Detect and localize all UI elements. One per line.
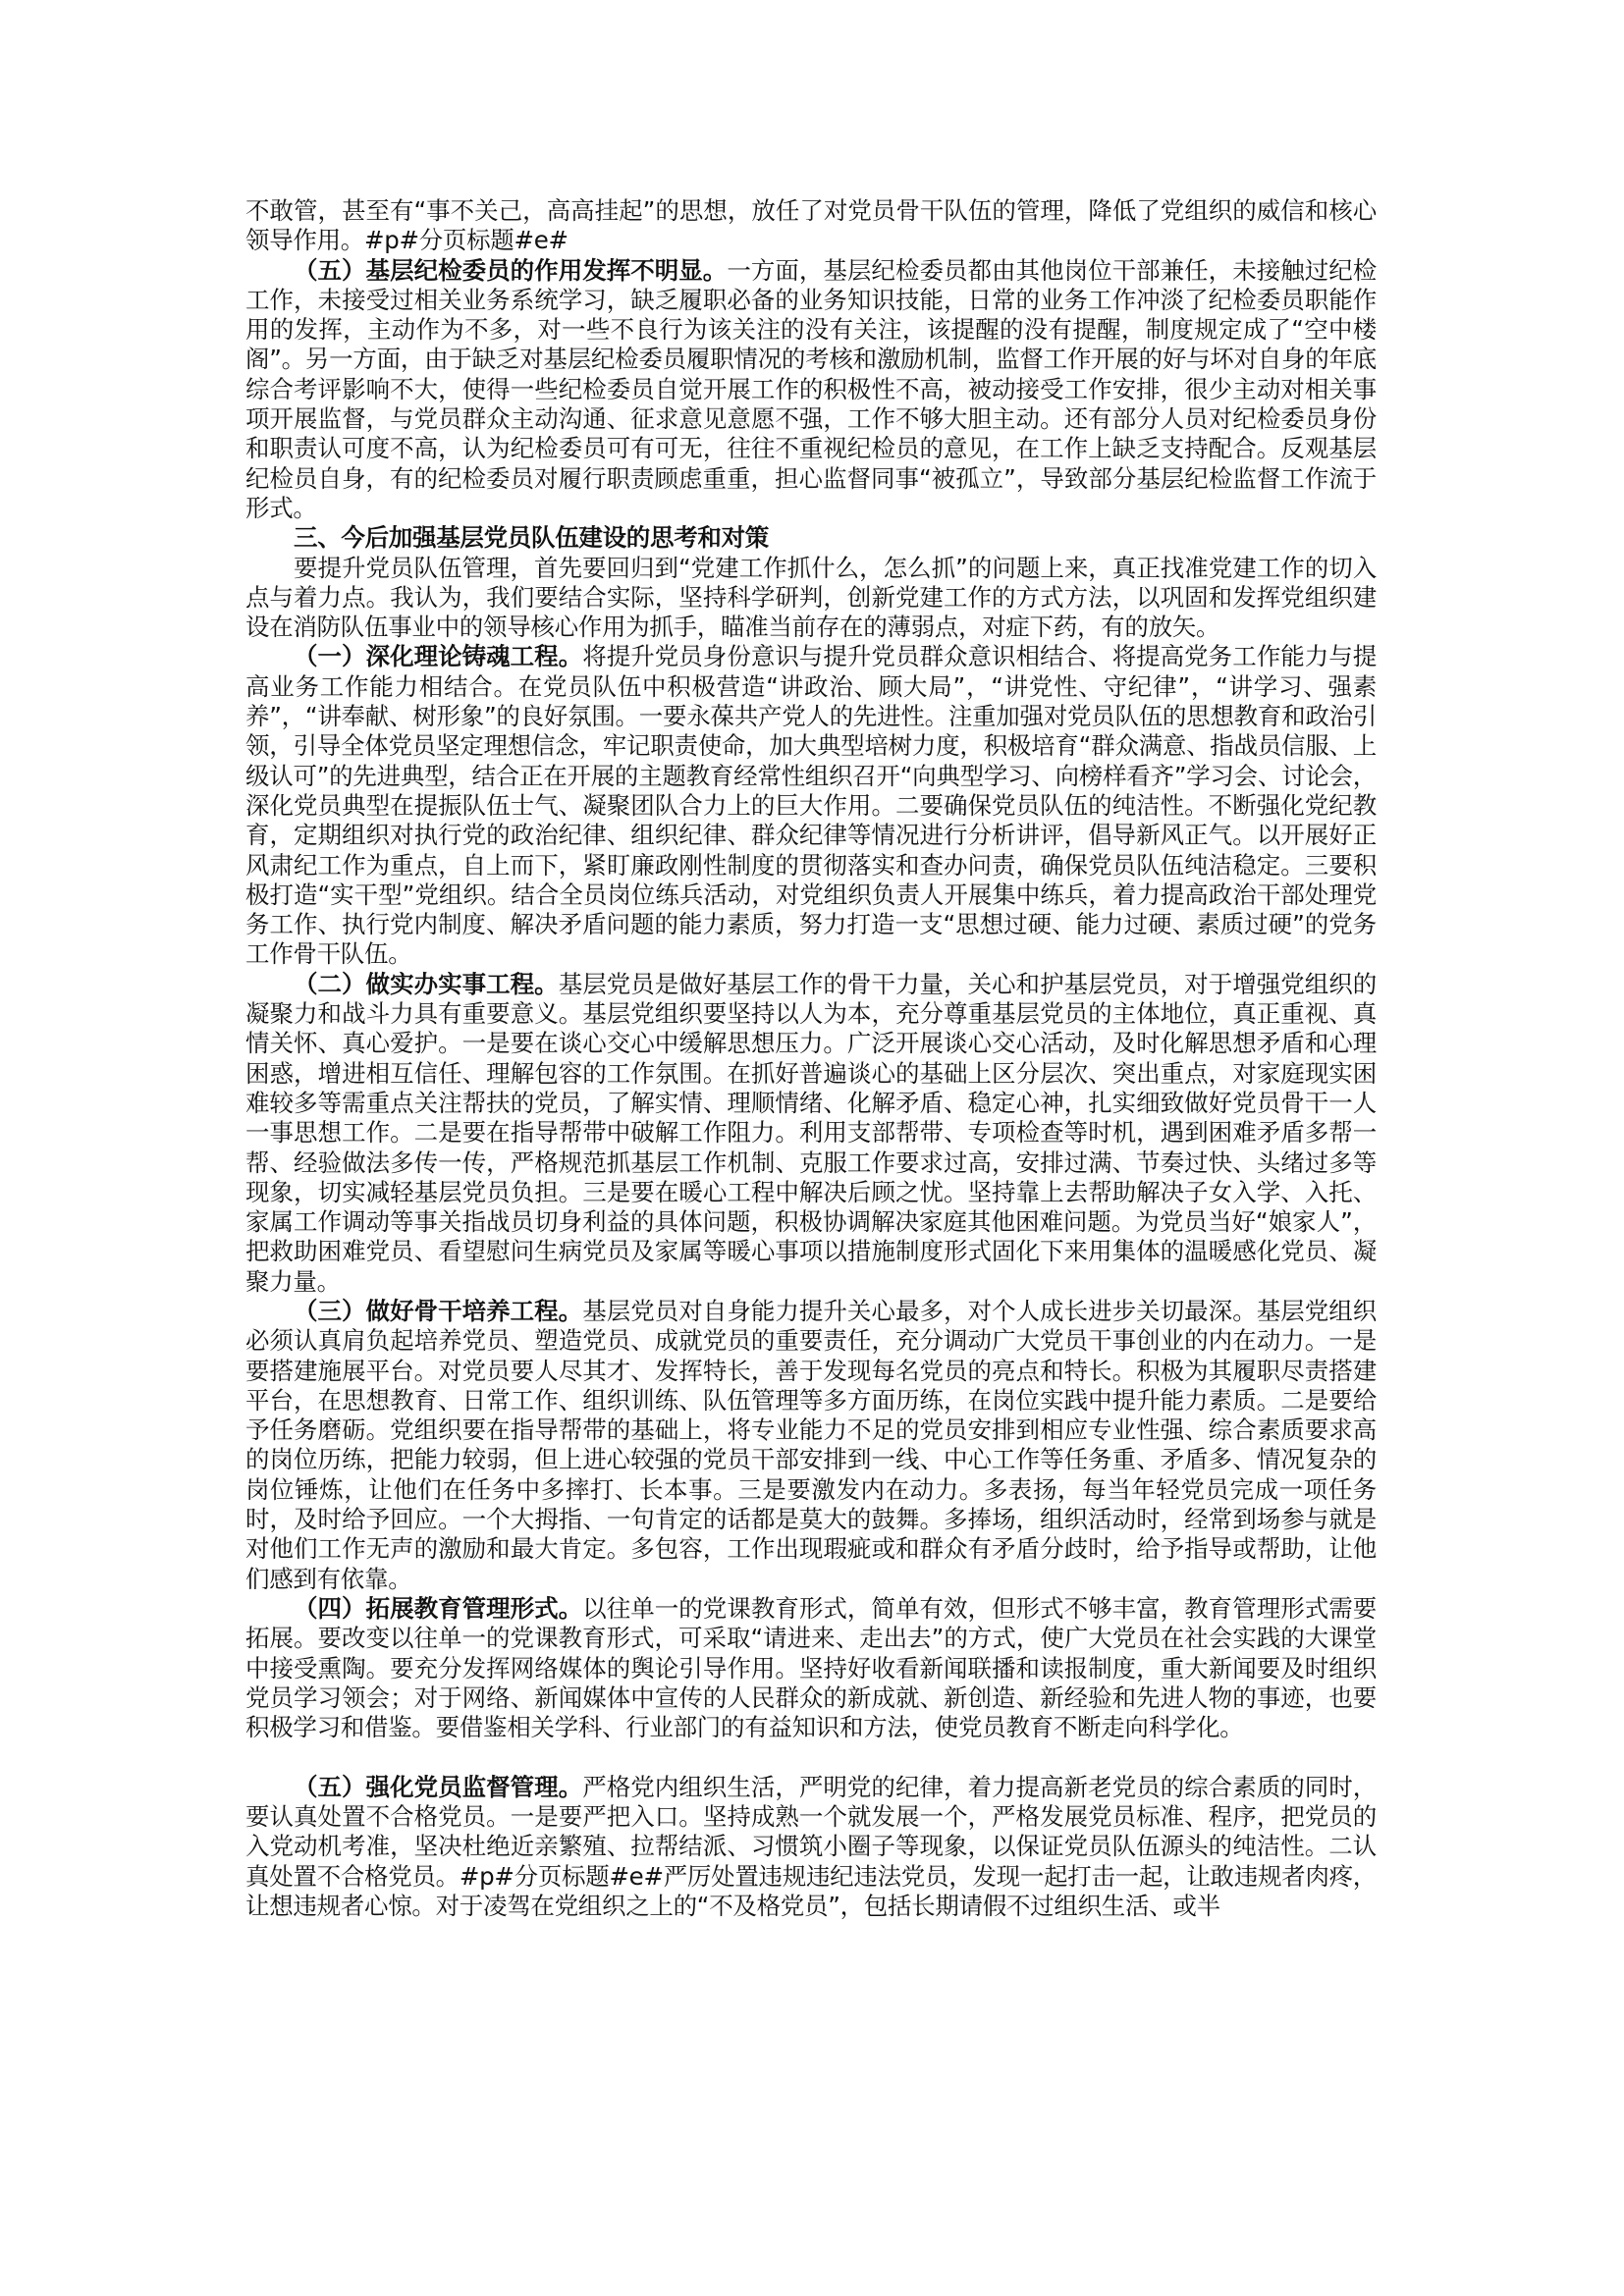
paragraph-text: 基层党员是做好基层工作的骨干力量，关心和护基层党员，对于增强党组织的凝聚力和战斗力具有重要意义。基层党组织要坚持以人为本，充分尊重基层党员的主体地位，真正重视、真情关怀、真心爱护。一是要在谈心交心中缓解思想压力。广泛开展谈心交心活动，及时化解思想矛盾和心理困惑，增进相互信任、理解包容的工作氛围。在抓好普遍谈心的基础上区分层次、突出重点，对家庭现实困难较多等需重点关注帮扶的党员，了解实情、理顺情绪、化解矛盾、稳定心神，扎实细致做好党员骨干一人一事思想工作。二是要在指导帮带中破解工作阻力。利用支部帮带、专项检查等时机，遇到困难矛盾多帮一帮、经验做法多传一传，严格规范抓基层工作机制、克服工作要求过高，安排过满、节奏过快、头绪过多等现象，切实减轻基层党员负担。三是要在暖心工程中解决后顾之忧。坚持靠上去帮助解决子女入学、入托、家属工作调动等事关指战员切身利益的具体问题，积极协调解决家庭其他困难问题。为党员当好“娘家人”，把救助困难党员、看望慰问生病党员及家属等暖心事项以措施制度形式固化下来用集体的温暖感化党员、凝聚力量。 [245,969,1377,1296]
paragraph-lead-heading: （五）基层纪检委员的作用发挥不明显。 [294,255,728,285]
paragraph-intro [245,554,1377,643]
paragraph-lead-heading: （三）做好骨干培养工程。 [294,1296,583,1325]
section-heading-3 [245,523,1377,553]
paragraph-text: 不敢管，甚至有“事不关己，高高挂起”的思想，放任了对党员骨干队伍的管理，降低了党组织的威信和核心领导作用。#p#分页标题#e# [245,196,1377,255]
paragraph-subsection-2 [245,970,1377,1297]
paragraph-text: 将提升党员身份意识与提升党员群众意识相结合、将提高党务工作能力与提高业务工作能力相结合。在党员队伍中积极营造“讲政治、顾大局”，“讲党性、守纪律”，“讲学习、强素养”，“讲奉献、树形象”的良好氛围。一要永葆共产党人的先进性。注重加强对党员队伍的思想教育和政治引领，引导全体党员坚定理想信念，牢记职责使命，加大典型培树力度，积极培育“群众满意、指战员信服、上级认可”的先进典型，结合正在开展的主题教育经常性组织召开“向典型学习、向榜样看齐”学习会、讨论会，深化党员典型在提振队伍士气、凝聚团队合力上的巨大作用。二要确保党员队伍的纯洁性。不断强化党纪教育，定期组织对执行党的政治纪律、组织纪律、群众纪律等情况进行分析讲评，倡导新风正气。以开展好正风肃纪工作为重点，自上而下，紧盯廉政刚性制度的贯彻落实和查办问责，确保党员队伍纯洁稳定。三要积极打造“实干型”党组织。结合全员岗位练兵活动，对党组织负责人开展集中练兵，着力提高政治干部处理党务工作、执行党内制度、解决矛盾问题的能力素质，努力打造一支“思想过硬、能力过硬、素质过硬”的党务工作骨干队伍。 [245,642,1377,969]
document-page [245,196,1377,1921]
paragraph-section-5-discipline-committee [245,256,1377,524]
paragraph-subsection-5 [245,1773,1377,1921]
paragraph-lead-heading: （一）深化理论铸魂工程。 [294,642,583,671]
paragraph-text: 要提升党员队伍管理，首先要回归到“党建工作抓什么，怎么抓”的问题上来，真正找准党建工作的切入点与着力点。我认为，我们要结合实际，坚持科学研判，创新党建工作的方式方法，以巩固和发挥党组织建设在消防队伍事业中的领导核心作用为抓手，瞄准当前存在的薄弱点，对症下药，有的放矢。 [245,553,1377,642]
paragraph-lead-heading: （四）拓展教育管理形式。 [294,1593,583,1623]
section-heading-text: 三、今后加强基层党员队伍建设的思考和对策 [294,523,769,553]
blank-line [245,1742,1377,1772]
paragraph-subsection-1 [245,642,1377,969]
paragraph-lead-heading: （二）做实办实事工程。 [294,969,559,998]
paragraph-lead-heading: （五）强化党员监督管理。 [294,1772,583,1801]
paragraph-text: 一方面，基层纪检委员都由其他岗位干部兼任，未接触过纪检工作，未接受过相关业务系统学习，缺乏履职必备的业务知识技能，日常的业务工作冲淡了纪检委员职能作用的发挥，主动作为不多，对一些不良行为该关注的没有关注，该提醒的没有提醒，制度规定成了“空中楼阁”。另一方面，由于缺乏对基层纪检委员履职情况的考核和激励机制，监督工作开展的好与坏对自身的年底综合考评影响不大，使得一些纪检委员自觉开展工作的积极性不高，被动接受工作安排，很少主动对相关事项开展监督，与党员群众主动沟通、征求意见意愿不强，工作不够大胆主动。还有部分人员对纪检委员身份和职责认可度不高，认为纪检委员可有可无，往往不重视纪检员的意见，在工作上缺乏支持配合。反观基层纪检员自身，有的纪检委员对履行职责顾虑重重，担心监督同事“被孤立”，导致部分基层纪检监督工作流于形式。 [245,255,1377,522]
paragraph-text: 基层党员对自身能力提升关心最多，对个人成长进步关切最深。基层党组织必须认真肩负起培养党员、塑造党员、成就党员的重要责任，充分调动广大党员干事创业的内在动力。一是要搭建施展平台。对党员要人尽其才、发挥特长，善于发现每名党员的亮点和特长。积极为其履职尽责搭建平台，在思想教育、日常工作、组织训练、队伍管理等多方面历练，在岗位实践中提升能力素质。二是要给予任务磨砺。党组织要在指导帮带的基础上，将专业能力不足的党员安排到相应专业性强、综合素质要求高的岗位历练，把能力较弱，但上进心较强的党员干部安排到一线、中心工作等任务重、矛盾多、情况复杂的岗位锤炼，让他们在任务中多摔打、长本事。三是要激发内在动力。多表扬，每当年轻党员完成一项任务时，及时给予回应。一个大拇指、一句肯定的话都是莫大的鼓舞。多捧场，组织活动时，经常到场参与就是对他们工作无声的激励和最大肯定。多包容，工作出现瑕疵或和群众有矛盾分歧时，给予指导或帮助，让他们感到有依靠。 [245,1296,1377,1593]
paragraph-subsection-3 [245,1297,1377,1594]
paragraph-text: 严格党内组织生活，严明党的纪律，着力提高新老党员的综合素质的同时，要认真处置不合格党员。一是要严把入口。坚持成熟一个就发展一个，严格发展党员标准、程序，把党员的入党动机考准，坚决杜绝近亲繁殖、拉帮结派、习惯筑小圈子等现象，以保证党员队伍源头的纯洁性。二认真处置不合格党员。#p#分页标题#e#严厉处置违规违纪违法党员，发现一起打击一起，让敢违规者肉疼，让想违规者心惊。对于凌驾在党组织之上的“不及格党员”，包括长期请假不过组织生活、或半 [245,1772,1377,1920]
paragraph-text: 以往单一的党课教育形式，简单有效，但形式不够丰富，教育管理形式需要拓展。要改变以往单一的党课教育形式，可采取“请进来、走出去”的方式，使广大党员在社会实践的大课堂中接受熏陶。要充分发挥网络媒体的舆论引导作用。坚持好收看新闻联播和读报制度，重大新闻要及时组织党员学习领会；对于网络、新闻媒体中宣传的人民群众的新成就、新创造、新经验和先进人物的事迹，也要积极学习和借鉴。要借鉴相关学科、行业部门的有益知识和方法，使党员教育不断走向科学化。 [245,1593,1377,1742]
paragraph-subsection-4 [245,1594,1377,1742]
paragraph-continuation [245,196,1377,256]
